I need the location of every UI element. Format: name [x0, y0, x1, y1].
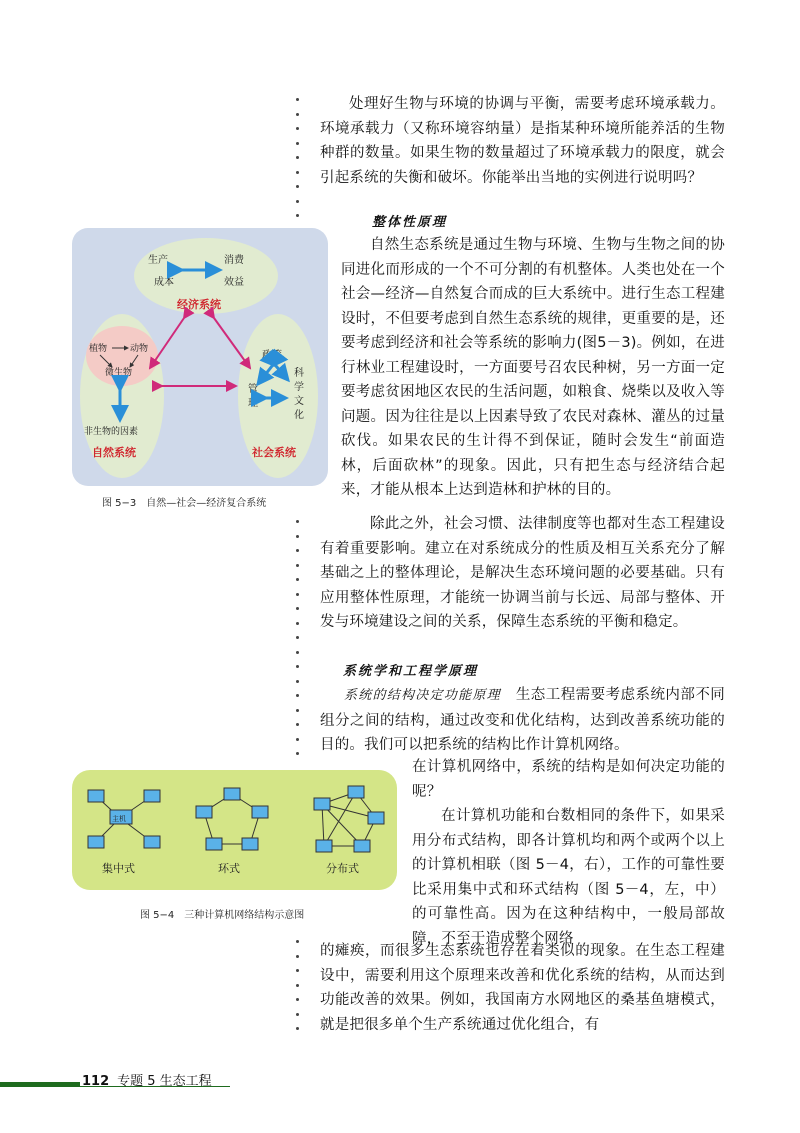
footer-bar: [0, 1082, 80, 1087]
label-science-2: 学: [294, 382, 304, 393]
label-policy: 政策: [262, 350, 282, 361]
label-abiotic: 非生物的因素: [84, 427, 139, 437]
label-economic-system: 经济系统: [177, 298, 221, 311]
heading-holism: 整体性原理: [372, 215, 448, 230]
node: [368, 812, 384, 824]
node: [144, 790, 160, 802]
node: [144, 836, 160, 848]
paragraph-distributed: 在计算机功能和台数相同的条件下，如果采用分布式结构，即各计算机均和两个或两个以上的计算机相联（图 5－4，右），工作的可靠性要比采用集中式和环式结构（图 5－4，左，中）的可靠性高。因为在这种结构中，一般局部故障，不至于造成整个网络: [412, 808, 725, 947]
heading-system-engineering: 系统学和工程学原理: [343, 664, 479, 679]
margin-dots-3: [296, 940, 300, 1042]
node: [316, 840, 332, 852]
node: [354, 840, 370, 852]
margin-dots-2: [296, 520, 300, 767]
label-consumption: 消费: [224, 255, 244, 266]
label-management-1: 管: [248, 384, 258, 395]
node: [314, 798, 330, 810]
label-animals: 动物: [130, 344, 149, 354]
node: [88, 836, 104, 848]
label-science-3: 文: [294, 396, 304, 407]
paragraph-mulberry-fishpond: 的瘫痪，而很多生态系统也存在着类似的现象。在生态工程建设中，需要利用这个原理来改善和优化系统的结构，从而达到功能改善的效果。例如，我国南方水网地区的桑基鱼塘模式，就是把很多单个生产系统通过优化组合，有: [320, 943, 725, 1033]
node: [88, 790, 104, 802]
label-centralized: 集中式: [102, 862, 135, 875]
node: [206, 838, 222, 850]
node: [242, 838, 258, 850]
label-science-4: 化: [294, 410, 304, 421]
node: [224, 788, 240, 800]
label-cost: 成本: [154, 277, 174, 288]
label-science-1: 科: [294, 368, 304, 379]
figure-5-3-caption: 图 5−3 自然—社会—经济复合系统: [102, 498, 267, 509]
paragraph-social-factors: 除此之外，社会习惯、法律制度等也都对生态工程建设有着重要影响。建立在对系统成分的性质及相互关系充分了解基础之上的整体理论，是解决生态环境问题的必要基础。只有应用整体性原理，才能统一协调当前与长远、局部与整体、开发与环境建设之间的关系，保障生态系统的平衡和稳定。: [320, 516, 725, 630]
margin-dots-1: [296, 98, 300, 229]
figure-5-3-diagram: [72, 228, 328, 486]
label-benefit: 效益: [224, 277, 244, 288]
heading-structure-function: 系统的结构决定功能原理: [344, 688, 501, 703]
node: [196, 806, 212, 818]
paragraph-holism: 自然生态系统是通过生物与环境、生物与生物之间的协同进化而形成的一个不可分割的有机整体。人类也处在一个社会—经济—自然复合而成的巨大系统中。进行生态工程建设时，不但要考虑到自然生态系统的规律，更重要的是，还要考虑到经济和社会等系统的影响力(图5－3)。例如，在进行林业工程建设时，一方面要号召农民种树，另一方面一定要考虑贫困地区农民的生活问题，如粮食、烧柴以及收入等问题。因为往往是以上因素导致了农民对森林、灌丛的过量砍伐。如果农民的生计得不到保证，随时会发生“前面造林，后面砍林”的现象。因此，只有把生态与经济结合起来，才能从根本上达到造林和护林的目的。: [341, 237, 725, 498]
label-social-system: 社会系统: [252, 446, 296, 459]
label-management-2: 理: [248, 398, 258, 409]
label-natural-system: 自然系统: [92, 446, 136, 459]
label-host: 主机: [112, 815, 126, 823]
chapter-title: 专题 5 生态工程: [117, 1074, 212, 1089]
paragraph-network-question: 在计算机网络中，系统的结构是如何决定功能的呢？: [412, 759, 725, 800]
node: [348, 786, 364, 798]
label-distributed: 分布式: [326, 862, 359, 875]
page-number: 112: [82, 1074, 110, 1089]
label-ring: 环式: [218, 862, 240, 875]
figure-5-4-diagram: [72, 770, 397, 890]
figure-5-4-caption: 图 5−4 三种计算机网络结构示意图: [140, 910, 305, 921]
label-microbes: 微生物: [105, 368, 133, 378]
paragraph-carrying-capacity: 处理好生物与环境的协调与平衡，需要考虑环境承载力。环境承载力（又称环境容纳量）是指某种环境所能养活的生物种群的数量。如果生物的数量超过了环境承载力的限度，就会引起系统的失衡和破坏。你能举出当地的实例进行说明吗？: [320, 96, 725, 186]
label-production: 生产: [148, 255, 168, 266]
node: [252, 806, 268, 818]
footer: [82, 1070, 212, 1089]
label-plants: 植物: [89, 344, 108, 354]
paragraph-structure-text: 生态工程需要考虑系统内部不同组分之间的结构，通过改变和优化结构，达到改善系统功能的目的。我们可以把系统的结构比作计算机网络。: [320, 687, 725, 753]
paragraph-structure-function: [320, 683, 725, 758]
